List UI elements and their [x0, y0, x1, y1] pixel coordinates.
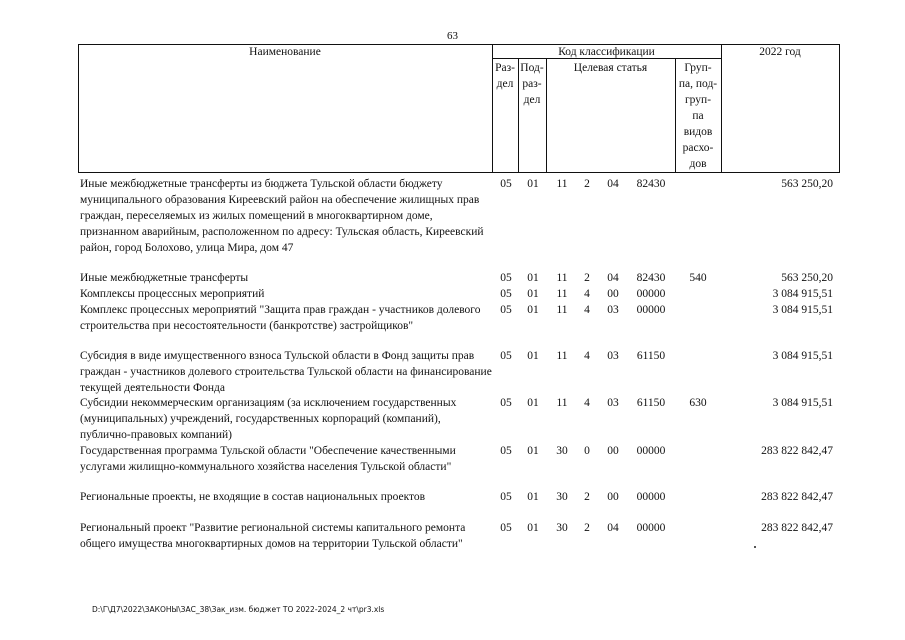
row-section: 05: [500, 445, 512, 457]
row-section: 05: [500, 522, 512, 534]
row-section: 05: [500, 288, 512, 300]
header-section: Раз- дел: [495, 62, 515, 90]
row-target-code: 82430: [636, 272, 666, 284]
row-target-code: 00000: [636, 288, 666, 300]
row-target-item: 04: [607, 522, 619, 534]
row-target-program: 11: [556, 350, 568, 362]
row-section: 05: [500, 397, 512, 409]
row-section: 05: [500, 350, 512, 362]
row-amount: 563 250,20: [781, 272, 833, 284]
row-subsection: 01: [527, 272, 539, 284]
row-target-item: 04: [607, 178, 619, 190]
row-target-type: 4: [584, 304, 590, 316]
row-name: Комплексы процессных мероприятий: [80, 288, 265, 300]
row-target-type: 2: [584, 178, 590, 190]
row-target-program: 11: [556, 397, 568, 409]
row-amount: 3 084 915,51: [772, 397, 833, 409]
row-target-type: 4: [584, 397, 590, 409]
row-target-program: 11: [556, 272, 568, 284]
header-code-group: Код классификации: [558, 46, 655, 58]
row-name: Иные межбюджетные трансферты из бюджета Тульской области бюджету муниципального образования Киреевский район на обеспечение жилищных прав граждан, переселяемых из жилых помещений в многоквартирном доме, признанном аварийным, расположенном по адресу: Тульская область, Киреевский район, город Болохово, улица Мира, дом 47: [80, 178, 484, 254]
row-target-item: 00: [607, 288, 619, 300]
row-name: Комплекс процессных мероприятий "Защита прав граждан - участников долевого строительства при несостоятельности (банкротстве) застройщиков": [80, 304, 481, 332]
page-number: 63: [447, 30, 458, 42]
row-subsection: 01: [527, 491, 539, 503]
header-year: 2022 год: [759, 46, 801, 58]
row-target-program: 30: [556, 491, 568, 503]
row-name: Региональный проект "Развитие региональной системы капитального ремонта общего имущества многоквартирных домов на территории Тульской области": [80, 522, 466, 550]
row-section: 05: [500, 272, 512, 284]
row-target-program: 30: [556, 522, 568, 534]
row-target-program: 11: [556, 304, 568, 316]
row-target-item: 00: [607, 445, 619, 457]
row-target-item: 03: [607, 397, 619, 409]
row-expense-group: 630: [689, 397, 707, 409]
row-subsection: 01: [527, 178, 539, 190]
row-target-type: 2: [584, 272, 590, 284]
row-subsection: 01: [527, 304, 539, 316]
row-target-code: 00000: [636, 445, 666, 457]
header-bottom-border: [78, 172, 840, 173]
scan-speck: [754, 546, 756, 548]
row-target-item: 03: [607, 350, 619, 362]
row-target-code: 00000: [636, 491, 666, 503]
row-section: 05: [500, 304, 512, 316]
header-name: Наименование: [249, 46, 321, 58]
row-amount: 3 084 915,51: [772, 304, 833, 316]
header-expense-group: Груп- па, под- груп- па видов расхо- дов: [678, 62, 718, 170]
header-subsection: Под- раз- дел: [520, 62, 544, 106]
row-name: Субсидия в виде имущественного взноса Тульской области в Фонд защиты прав граждан - участников долевого строительства Тульской области на финансирование текущей деятельности Фонда: [80, 350, 492, 394]
row-subsection: 01: [527, 288, 539, 300]
row-amount: 563 250,20: [781, 178, 833, 190]
row-name: Иные межбюджетные трансферты: [80, 272, 249, 284]
row-target-program: 11: [556, 178, 568, 190]
footer-file-path: D:\Г\Д7\2022\ЗАКОНЫ\ЗАС_38\Зак_изм. бюджет ТО 2022-2024_2 чт\pr3.xls: [92, 605, 385, 614]
row-target-code: 61150: [636, 350, 666, 362]
row-subsection: 01: [527, 522, 539, 534]
row-target-item: 00: [607, 491, 619, 503]
row-amount: 3 084 915,51: [772, 288, 833, 300]
vline-right: [839, 44, 840, 173]
row-amount: 3 084 915,51: [772, 350, 833, 362]
row-amount: 283 822 842,47: [761, 491, 833, 503]
row-target-type: 4: [584, 350, 590, 362]
row-subsection: 01: [527, 397, 539, 409]
row-amount: 283 822 842,47: [761, 445, 833, 457]
row-section: 05: [500, 178, 512, 190]
row-name: Региональные проекты, не входящие в состав национальных проектов: [80, 491, 426, 503]
row-target-item: 03: [607, 304, 619, 316]
vline-code-year: [721, 44, 722, 173]
row-target-type: 2: [584, 491, 590, 503]
row-expense-group: 540: [689, 272, 707, 284]
row-section: 05: [500, 491, 512, 503]
row-target-code: 82430: [636, 178, 666, 190]
header-target: Целевая статья: [573, 62, 648, 74]
row-target-type: 2: [584, 522, 590, 534]
row-target-program: 11: [556, 288, 568, 300]
row-subsection: 01: [527, 350, 539, 362]
row-target-item: 04: [607, 272, 619, 284]
row-target-code: 61150: [636, 397, 666, 409]
vline-left: [78, 44, 79, 173]
row-amount: 283 822 842,47: [761, 522, 833, 534]
row-name: Государственная программа Тульской области "Обеспечение качественными услугами жилищно-коммунального хозяйства населения Тульской области": [80, 445, 456, 473]
row-name: Субсидии некоммерческим организациям (за исключением государственных (муниципальных) учреждений, государственных корпораций (компаний), публично-правовых компаний): [80, 397, 457, 441]
row-subsection: 01: [527, 445, 539, 457]
row-target-program: 30: [556, 445, 568, 457]
row-target-type: 4: [584, 288, 590, 300]
row-target-code: 00000: [636, 304, 666, 316]
row-target-code: 00000: [636, 522, 666, 534]
row-target-type: 0: [584, 445, 590, 457]
